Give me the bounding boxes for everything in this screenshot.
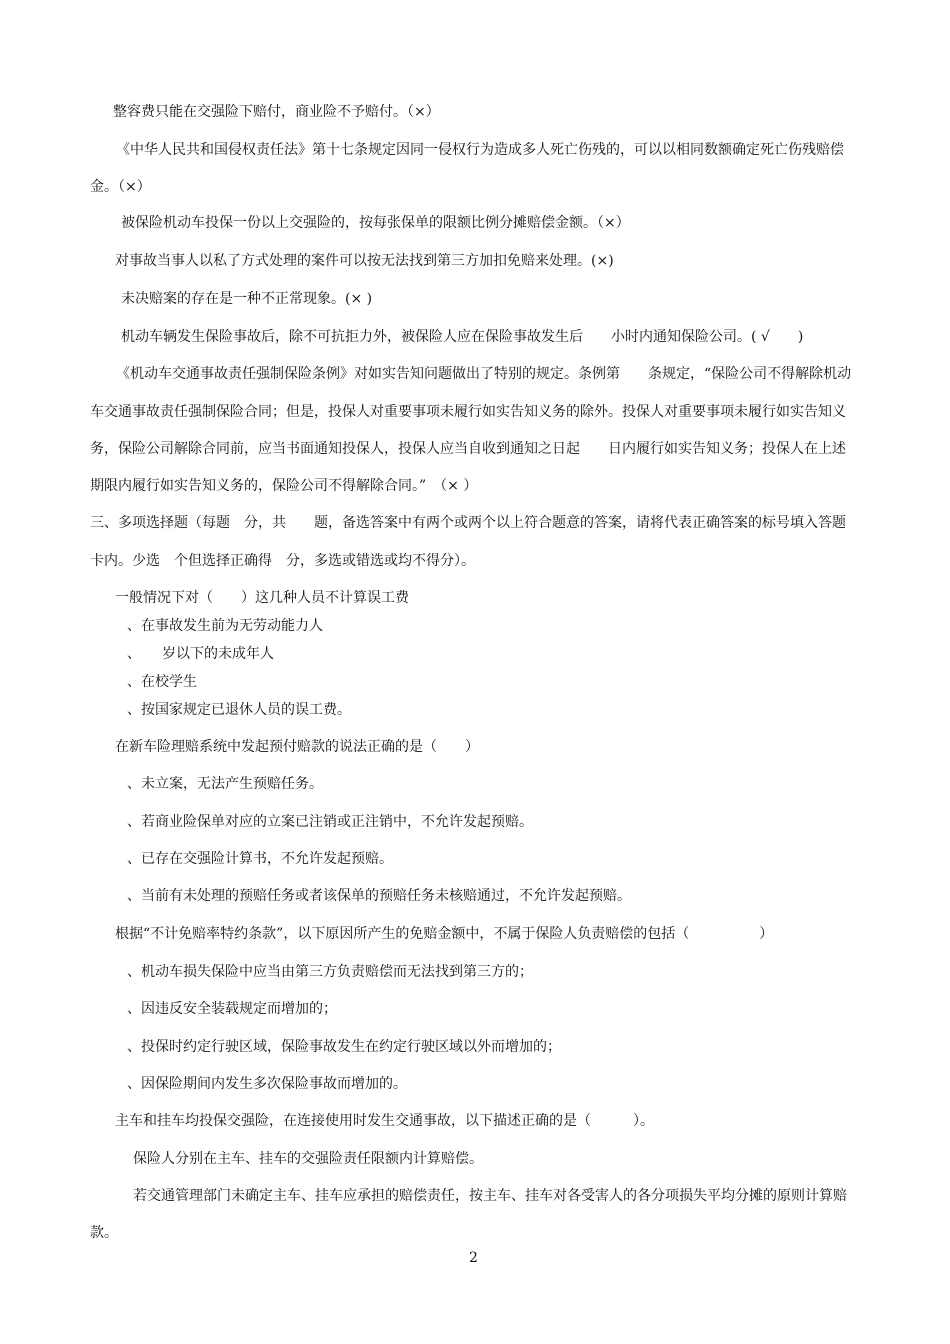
option: 、未立案，无法产生预赔任务。 [127,776,323,792]
option-cont: 款。 [90,1225,118,1241]
section-heading-cont: 卡内。少选 个但选择正确得 分，多选或错选或均不得分）。 [90,553,475,569]
text-line: 被保险机动车投保一份以上交强险的，按每张保单的限额比例分摊赔偿金额。（×） [121,215,630,231]
option: 、因保险期间内发生多次保险事故而增加的。 [127,1076,407,1092]
option: 、机动车损失保险中应当由第三方负责赔偿而无法找到第三方的； [127,964,533,980]
question: 在新车险理赔系统中发起预付赔款的说法正确的是（ ） [115,739,479,755]
text-line: 车交通事故责任强制保险合同；但是，投保人对重要事项未履行如实告知义务的除外。投保人对重要事项未履行如实告知义 [90,404,846,420]
option: 、在事故发生前为无劳动能力人 [127,618,323,634]
question: 一般情况下对（ ）这几种人员不计算误工费 [115,590,409,606]
option: 、在校学生 [127,674,197,690]
text-line: 《中华人民共和国侵权责任法》第十七条规定因同一侵权行为造成多人死亡伤残的，可以以相同数额确定死亡伤残赔偿 [116,142,844,158]
section-heading: 三、多项选择题（每题 分，共 题，备选答案中有两个或两个以上符合题意的答案，请将代表正确答案的标号填入答题 [90,515,846,531]
option: 、若商业险保单对应的立案已注销或正注销中，不允许发起预赔。 [127,814,533,830]
option: 、投保时约定行驶区域，保险事故发生在约定行驶区域以外而增加的； [127,1039,561,1055]
option: 、 岁以下的未成年人 [127,646,274,662]
option: 、当前有未处理的预赔任务或者该保单的预赔任务未核赔通过，不允许发起预赔。 [127,888,631,904]
option: 、因违反安全装载规定而增加的； [127,1001,337,1017]
option: 保险人分别在主车、挂车的交强险责任限额内计算赔偿。 [133,1151,483,1167]
text-line: 对事故当事人以私了方式处理的案件可以按无法找到第三方加扣免赔来处理。(×) [115,253,614,269]
text-line: 机动车辆发生保险事故后，除不可抗拒力外，被保险人应在保险事故发生后 小时内通知保险公司。( √ ) [121,329,804,345]
option: 、按国家规定已退休人员的误工费。 [127,702,351,718]
text-line: 《机动车交通事故责任强制保险条例》对如实告知问题做出了特别的规定。条例第 条规定，“保险公司不得解除机动 [116,366,852,382]
question: 根据“不计免赔率特约条款”，以下原因所产生的免赔金额中，不属于保险人负责赔偿的包括（ ） [115,926,774,942]
option: 、已存在交强险计算书，不允许发起预赔。 [127,851,393,867]
page-number: 2 [469,1250,478,1266]
option: 若交通管理部门未确定主车、挂车应承担的赔偿责任，按主车、挂车对各受害人的各分项损失平均分摊的原则计算赔 [133,1188,847,1204]
text-line: 未决赔案的存在是一种不正常现象。(× ) [121,291,373,307]
question: 主车和挂车均投保交强险，在连接使用时发生交通事故，以下描述正确的是（ ）。 [115,1113,654,1129]
text-line: 金。（×） [90,179,151,195]
text-line: 整容费只能在交强险下赔付，商业险不予赔付。（×） [113,104,440,120]
text-line: 务，保险公司解除合同前，应当书面通知投保人，投保人应当自收到通知之日起 日内履行如实告知义务；投保人在上述 [90,441,846,457]
text-line: 期限内履行如实告知义务的，保险公司不得解除合同。” （× ） [90,478,478,494]
